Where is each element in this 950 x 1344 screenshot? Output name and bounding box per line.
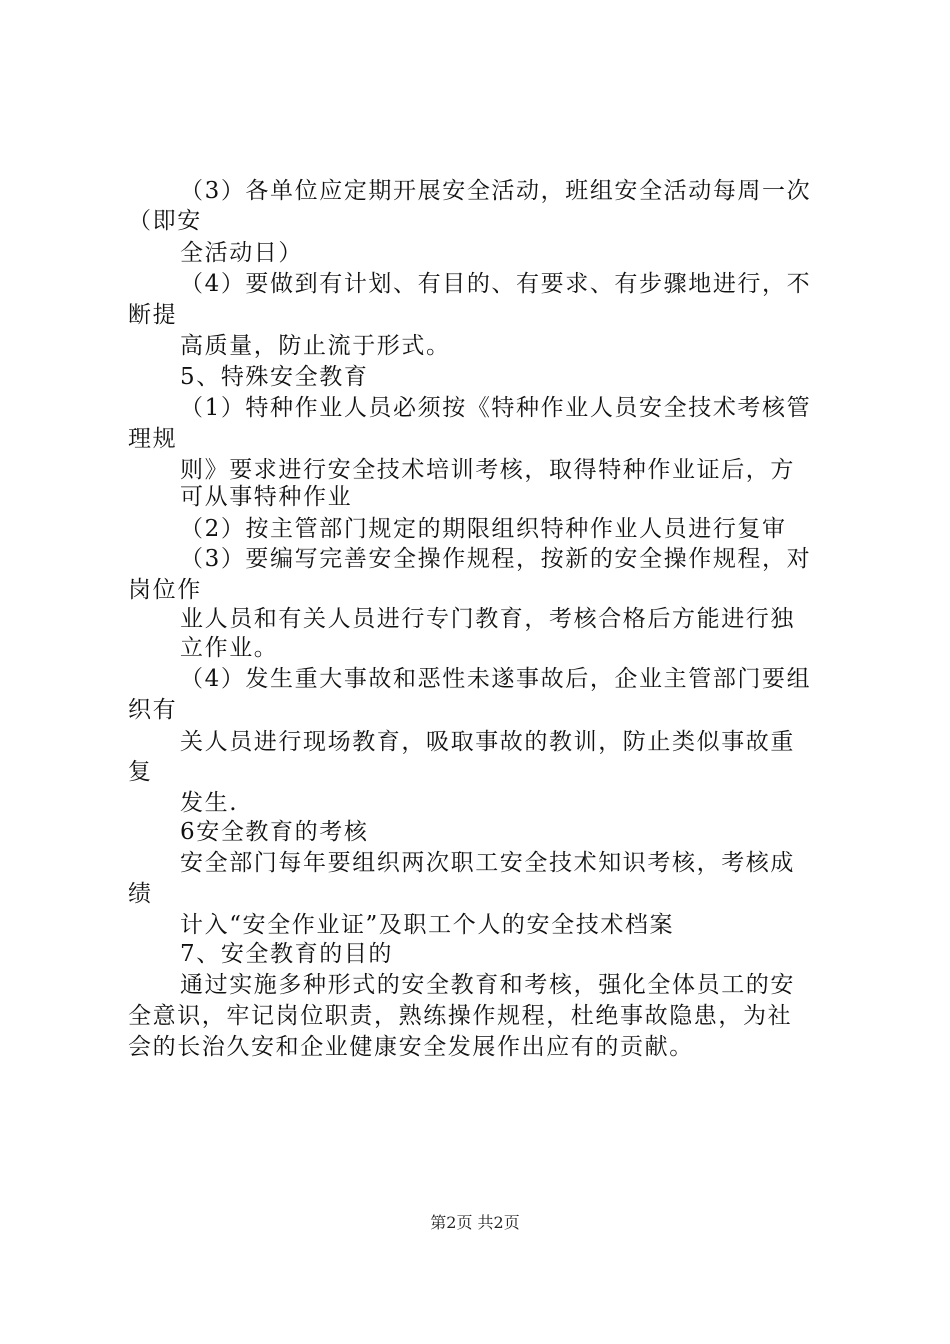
text-line: 通过实施多种形式的安全教育和考核，强化全体员工的安 [180,972,795,998]
text-line: 业人员和有关人员进行专门教育，考核合格后方能进行独 [180,606,795,632]
text-line: 计入“安全作业证”及职工个人的安全技术档案 [180,912,675,938]
section-heading: 5、特殊安全教育 [180,364,369,390]
text-line: 可从事特种作业 [180,484,353,510]
text-line: （4）发生重大事故和恶性未遂事故后，企业主管部门要组 [180,666,812,692]
text-line: 织有 [128,697,178,723]
page-footer: 第2页 共2页 [430,1213,520,1232]
text-line: 安全部门每年要组织两次职工安全技术知识考核，考核成 [180,850,795,876]
text-line: （4）要做到有计划、有目的、有要求、有步骤地进行，不 [180,271,812,297]
text-line: 全意识，牢记岗位职责，熟练操作规程，杜绝事故隐患，为社 [128,1003,793,1029]
section-heading: 7、安全教育的目的 [180,941,394,967]
text-line: （2）按主管部门规定的期限组织特种作业人员进行复审 [180,516,787,542]
text-line: 发生. [180,790,239,816]
text-line: 立作业。 [180,635,279,661]
text-line: 全活动日） [180,240,303,266]
text-line: （3）要编写完善安全操作规程，按新的安全操作规程，对 [180,546,812,572]
section-heading: 6安全教育的考核 [180,819,369,845]
text-line: （1）特种作业人员必须按《特种作业人员安全技术考核管 [180,395,812,421]
text-line: 高质量，防止流于形式。 [180,333,451,359]
text-line: 则》要求进行安全技术培训考核，取得特种作业证后，方 [180,457,795,483]
text-line: 绩 [128,881,153,907]
text-line: 会的长治久安和企业健康安全发展作出应有的贡献。 [128,1034,694,1060]
text-line: 关人员进行现场教育，吸取事故的教训，防止类似事故重 [180,729,795,755]
text-line: 岗位作 [128,577,202,603]
text-line: 理规 [128,426,178,452]
text-line: 复 [128,759,153,785]
text-line: （即安 [128,208,202,234]
text-line: 断提 [128,302,178,328]
text-line: （3）各单位应定期开展安全活动，班组安全活动每周一次 [180,178,812,204]
